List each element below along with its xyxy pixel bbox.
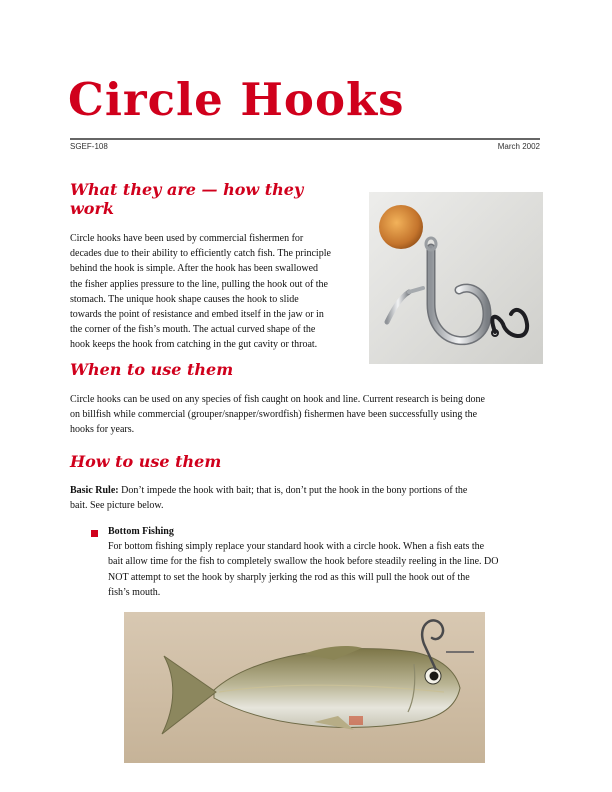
paragraph-line: fish’s mouth. (108, 586, 161, 598)
paragraph-line: Circle hooks can be used on any species of fish caught on hook and line. Current research is being done (70, 394, 485, 405)
heading-what-line2: work (70, 199, 114, 218)
heading-what-they-are (70, 180, 303, 218)
paragraph-line: bait allow time for the fish to completely swallow the hook before steadily reeling in the line. DO (108, 556, 499, 568)
bullet-title (108, 524, 548, 539)
paragraph-line: NOT attempt to set the hook by sharply jerking the rod as this will pull the hook out of the (108, 571, 470, 583)
paragraph-line: the corner of the fish’s mouth. The actual curved shape of the (70, 324, 316, 336)
paragraph-line: behind the hook is simple. After the hook has been swallowed (70, 263, 319, 275)
paragraph-line: Circle hooks have been used by commercial fishermen for (70, 233, 304, 244)
bullet-bottom-fishing (108, 524, 548, 600)
hooks-photo (369, 192, 543, 364)
paragraph-line: the fisher applies pressure to the line, pulling the hook out of the (70, 278, 328, 290)
paragraph-line: stomach. The unique hook shape causes the hook to slide (70, 293, 299, 305)
fish-photo-graphic (124, 612, 485, 763)
paragraph-line: decades due to their ability to efficiently catch fish. The principle (70, 248, 331, 260)
fish-photo (124, 612, 485, 763)
document-id: SGEF-108 (70, 142, 108, 151)
bullet-square-icon (91, 530, 98, 537)
paragraph-what (70, 231, 370, 353)
paragraph-line: hooks for years. (70, 424, 135, 436)
paragraph-line (70, 483, 550, 498)
basic-rule-label: Basic Rule: (70, 485, 119, 496)
paragraph-line: on billfish while commercial (grouper/snapper/swordfish) fishermen have been successfully using the (70, 409, 478, 421)
paragraph-line: hook keeps the hook from catching in the gut cavity or throat. (70, 339, 318, 351)
heading-when-to-use: When to use them (70, 360, 234, 379)
hooks-photo-graphic (369, 192, 543, 364)
basic-rule-text: Don’t impede the hook with bait; that is, don’t put the hook in the bony portions of the (121, 485, 468, 496)
paragraph-basic-rule (70, 483, 550, 513)
paragraph-line: bait. See picture below. (70, 500, 164, 512)
document-date: March 2002 (497, 142, 540, 151)
penny (379, 205, 423, 249)
paragraph-line: For bottom fishing simply replace your standard hook with a circle hook. When a fish eats the (108, 541, 485, 553)
heading-what-line1: What they are — how they (70, 180, 304, 199)
bullet-title-text: Bottom Fishing (108, 526, 174, 537)
title-rule (70, 138, 540, 140)
paragraph-line: towards the point of resistance and embed itself in the jaw or in (70, 309, 324, 321)
document-title: Circle Hooks (68, 73, 405, 126)
paragraph-when (70, 392, 550, 438)
heading-how-to-use: How to use them (70, 452, 222, 471)
